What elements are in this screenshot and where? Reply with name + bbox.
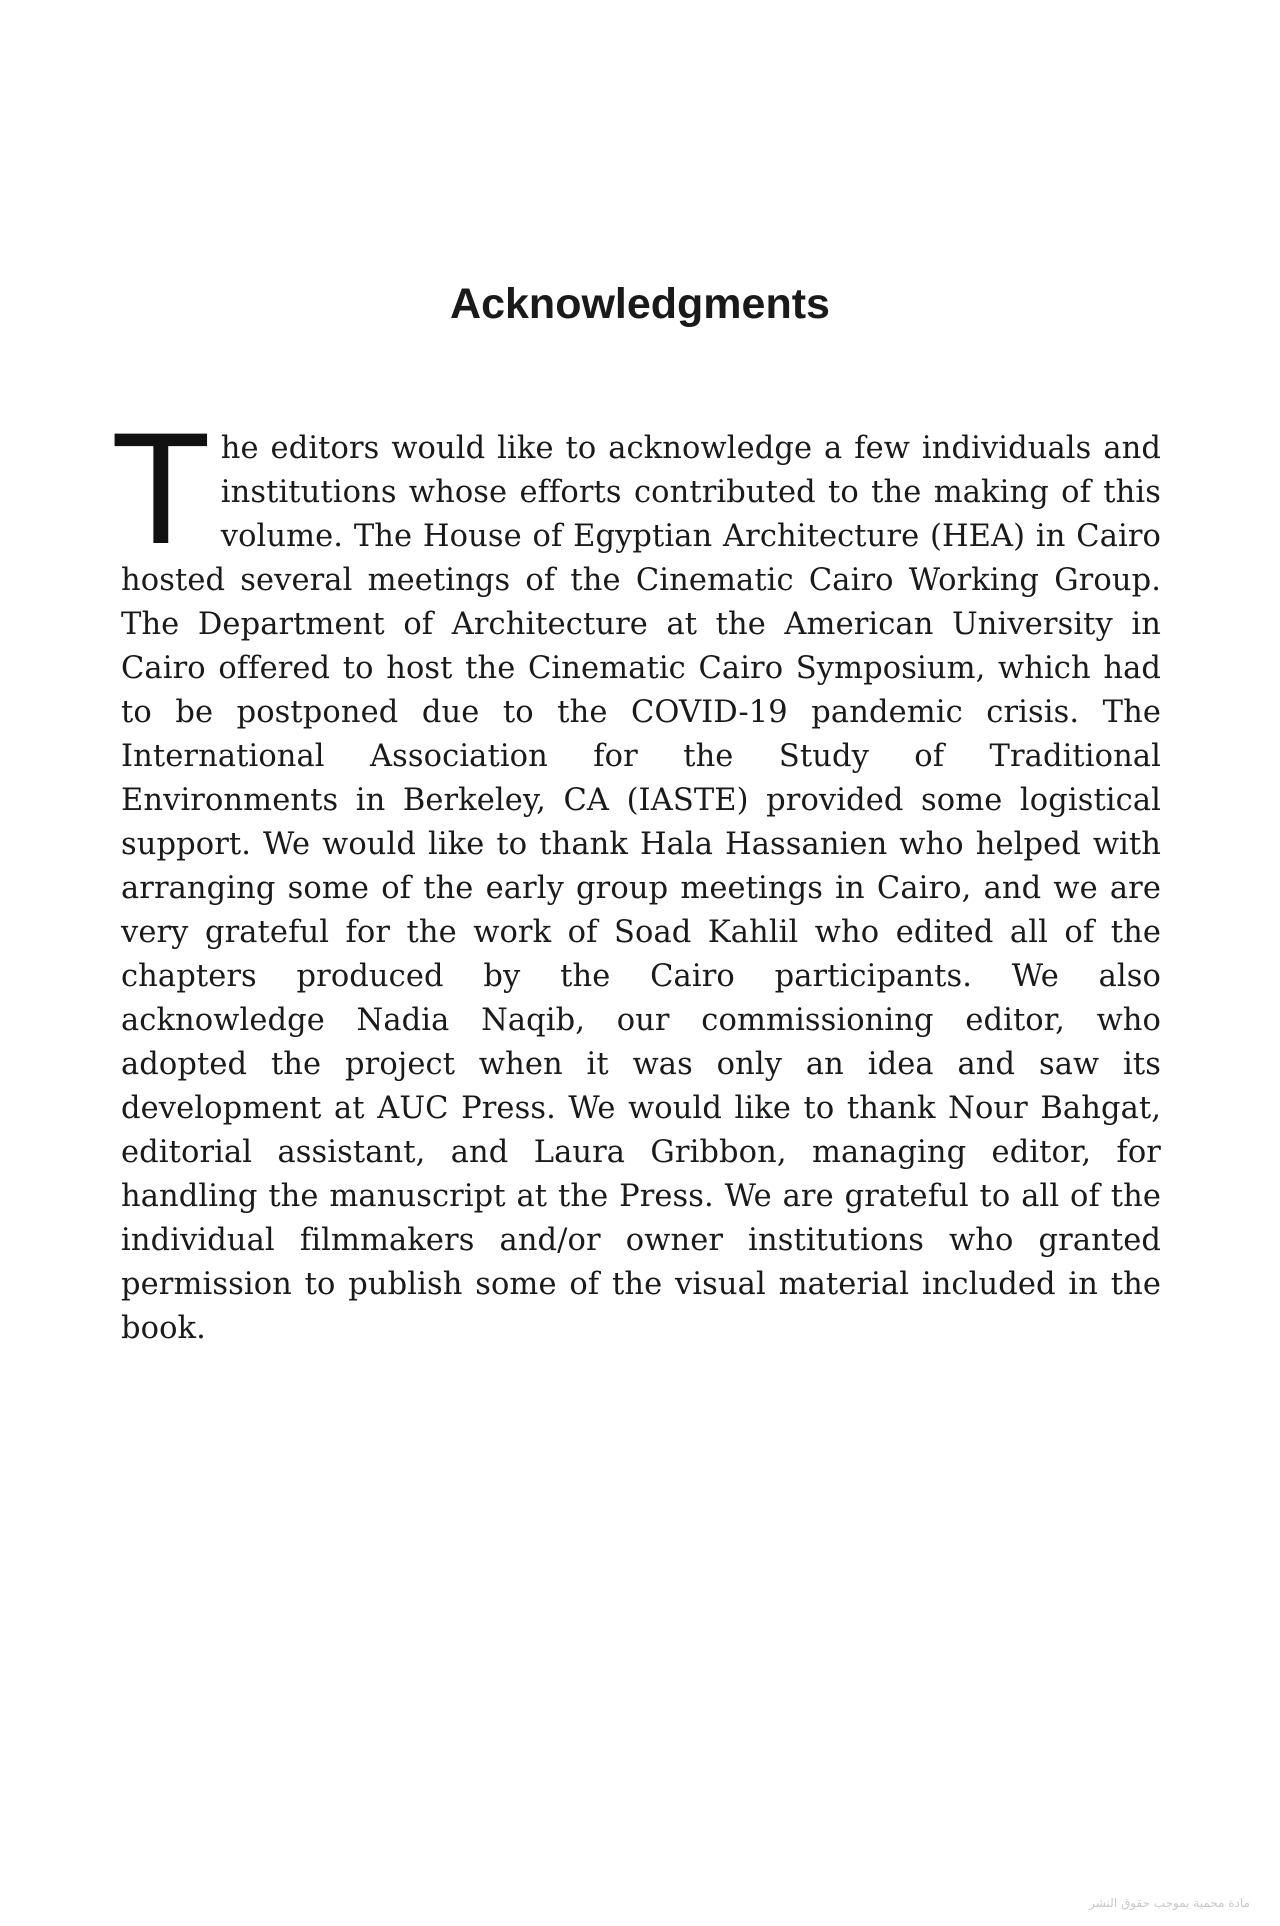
page-title: Acknowledgments xyxy=(450,280,830,328)
paragraph-text: he editors would like to acknowledge a few individuals and institutions whose efforts contributed to the making of this volume. The House of Egyptian Architecture (HEA) in Cairo hosted several meetings of the Cinematic Cairo Working Group. The Department of Architecture at the American University in Cairo offered to host the Cinematic Cairo Symposium, which had to be postponed due to the COVID-19 pandemic crisis. The International Association for the Study of Traditional Environments in Berkeley, CA (IASTE) provided some logistical support. We would like to thank Hala Hassanien who helped with arranging some of the early group meetings in Cairo, and we are very grateful for the work of Soad Kahlil who edited all of the chapters produced by the Cairo participants. We also acknowledge Nadia Naqib, our commissioning editor, who adopted the project when it was only an idea and saw its development at AUC Press. We would like to thank Nour Bahgat, editorial assistant, and Laura Gribbon, managing editor, for handling the manuscript at the Press. We are grateful to all of the individual filmmakers and/or owner institutions who granted permission to publish some of the visual material included in the book. xyxy=(121,431,1161,1346)
drop-cap: T xyxy=(115,405,207,579)
acknowledgments-paragraph xyxy=(115,405,1161,1351)
copyright-watermark: مادة محمية بموجب حقوق النشر xyxy=(1089,1896,1250,1910)
